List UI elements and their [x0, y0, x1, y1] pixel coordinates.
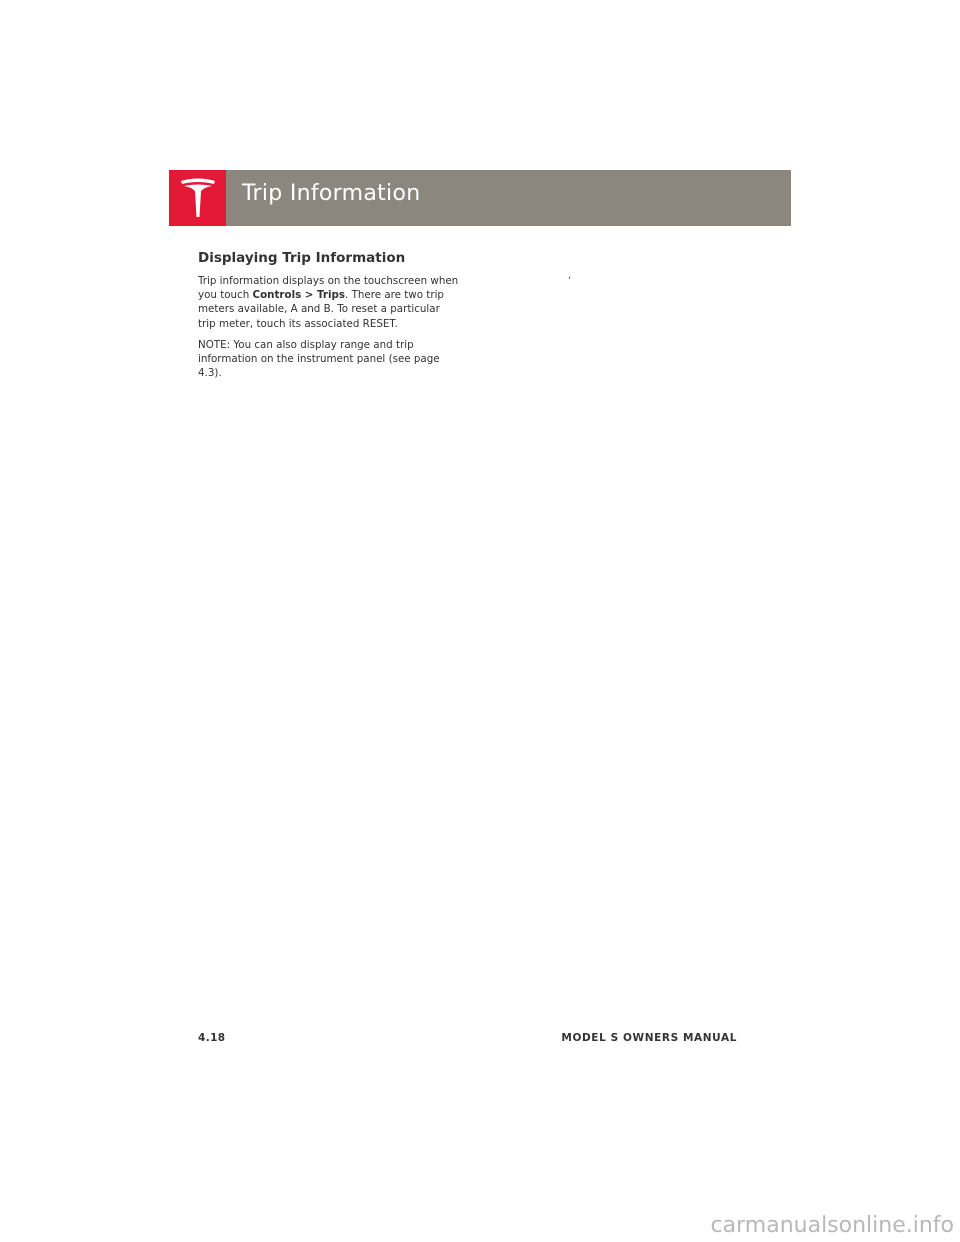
trip-info-paragraph [198, 274, 460, 331]
tesla-logo-icon [179, 177, 217, 219]
controls-trips-term: Controls > Trips [252, 289, 346, 302]
paragraph-text-start: Trip information displays on the touchscreen when you touch [198, 275, 459, 302]
note-paragraph: NOTE: You can also display range and trip information on the instrument panel (see page 4.3). [198, 338, 440, 380]
footer-page-number: 4.18 [198, 1032, 226, 1044]
logo-box [169, 170, 226, 226]
paragraph-text-end: . There are two trip meters available, A and B. To reset a particular trip meter, touch its associated RESET. [198, 289, 444, 330]
stray-mark: , [568, 270, 572, 281]
watermark: carmanualsonline.info [710, 1213, 954, 1238]
footer-manual-title: MODEL S OWNERS MANUAL [561, 1032, 737, 1044]
page-title: Trip Information [242, 181, 421, 206]
header-bar [169, 170, 791, 226]
main-content [198, 250, 460, 387]
section-heading: Displaying Trip Information [198, 250, 406, 266]
